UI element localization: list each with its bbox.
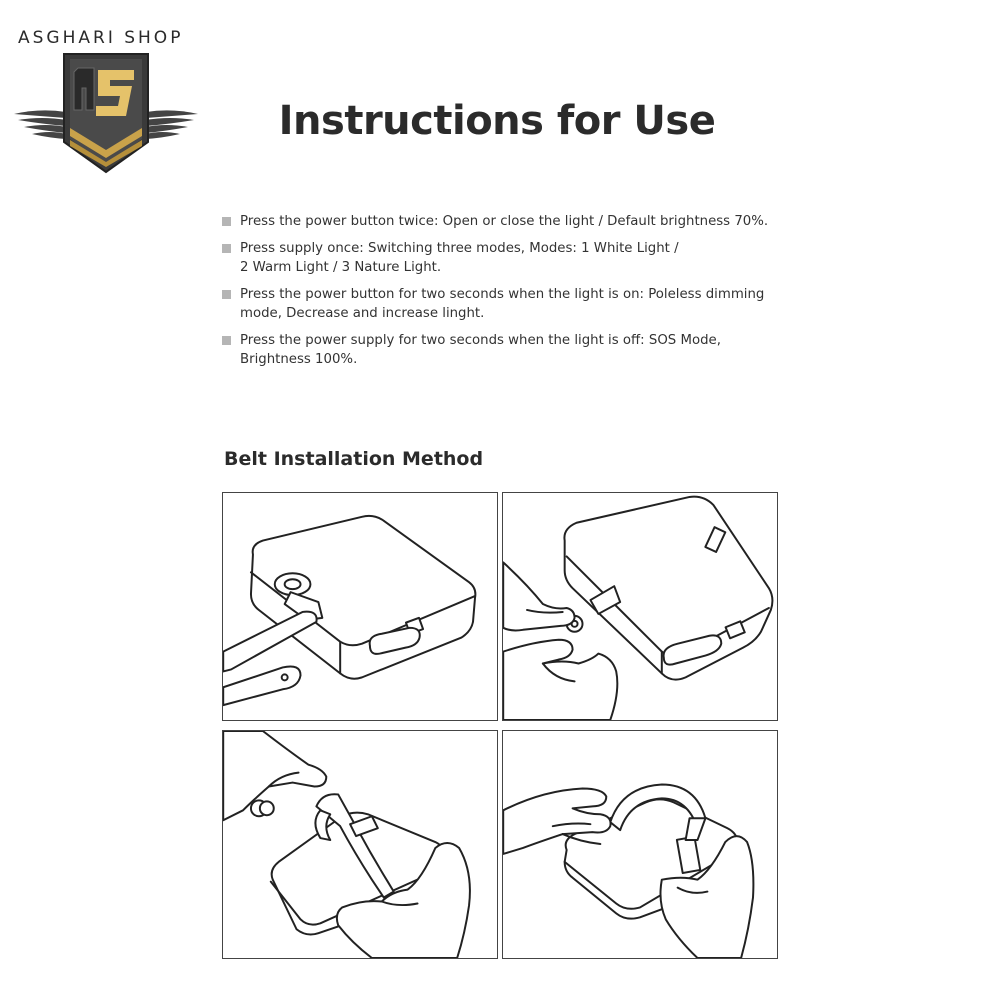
belt-step-3-illustration-icon [223,731,497,958]
instruction-item [220,212,800,231]
instruction-text: Press supply once: Switching three modes, Modes: 1 White Light / [240,241,679,256]
instruction-text-cont: Brightness 100%. [240,352,358,367]
instruction-item [220,331,800,369]
square-bullet-icon [222,217,231,226]
instruction-text: Press the power supply for two seconds when the light is off: SOS Mode, [240,333,721,348]
instruction-text: Press the power button for two seconds when the light is on: Poleless dimming [240,287,765,302]
instruction-text-cont: mode, Decrease and increase linght. [240,306,485,321]
brand-name: ASGHARI SHOP [18,28,184,48]
belt-step-1-illustration-icon [223,493,497,720]
instruction-text: Press the power button twice: Open or close the light / Default brightness 70%. [240,214,769,229]
belt-step-2-panel [502,492,778,721]
square-bullet-icon [222,244,231,253]
belt-section-title: Belt Installation Method [224,448,484,470]
instruction-text-cont: 2 Warm Light / 3 Nature Light. [240,260,442,275]
belt-step-4-panel [502,730,778,959]
instruction-item [220,239,800,277]
belt-step-1-panel [222,492,498,721]
instructions-list [220,212,800,377]
belt-step-2-illustration-icon [503,493,777,720]
page-title: Instructions for Use [278,98,716,144]
instruction-item [220,285,800,323]
belt-step-4-illustration-icon [503,731,777,958]
square-bullet-icon [222,336,231,345]
square-bullet-icon [222,290,231,299]
belt-step-3-panel [222,730,498,959]
